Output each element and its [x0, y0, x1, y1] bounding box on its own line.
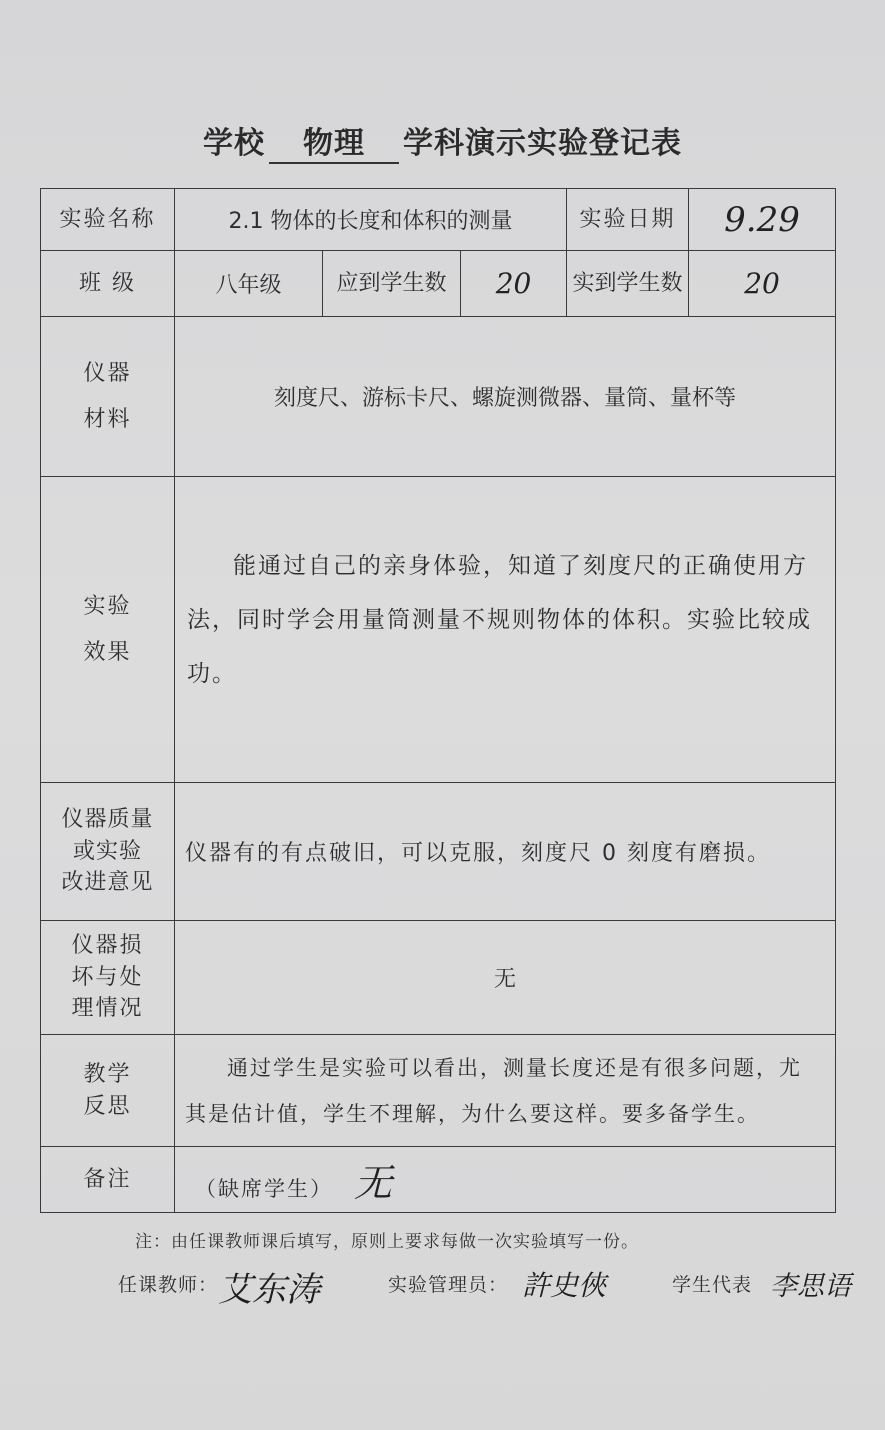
student-rep-label: 学生代表	[672, 1274, 753, 1296]
label-effect	[41, 477, 175, 783]
value-reflection: 通过学生是实验可以看出，测量长度还是有很多问题，尤其是估计值，学生不理解，为什么要这样。要多备学生。	[185, 1055, 802, 1126]
label-reflection-1: 教学	[83, 1061, 132, 1087]
admin-signature: 許史俠	[522, 1269, 607, 1302]
label-damage-2: 坏与处	[71, 964, 144, 990]
value-class: 八年级	[175, 251, 323, 317]
student-rep-signature: 李思语	[770, 1271, 851, 1302]
title-suffix: 学科演示实验登记表	[403, 126, 682, 161]
label-expected-students: 应到学生数	[323, 251, 461, 317]
label-quality	[41, 783, 175, 921]
row-reflection	[41, 1035, 836, 1147]
label-actual-students: 实到学生数	[567, 251, 689, 317]
title-prefix: 学校	[203, 126, 265, 161]
value-instruments: 刻度尺、游标卡尺、螺旋测微器、量筒、量杯等	[175, 317, 836, 477]
registration-table	[40, 188, 836, 1213]
label-experiment-date: 实验日期	[567, 189, 689, 251]
label-instruments-1: 仪器	[83, 360, 132, 386]
label-experiment-name: 实验名称	[41, 189, 175, 251]
value-experiment-name: 2.1 物体的长度和体积的测量	[175, 189, 567, 251]
row-effect	[41, 477, 836, 783]
label-quality-2: 或实验	[72, 838, 142, 864]
label-quality-1: 仪器质量	[61, 806, 154, 832]
value-effect: 能通过自己的亲身体验，知道了刻度尺的正确使用方法，同时学会用量筒测量不规则物体的体积。实验比较成功。	[187, 552, 812, 687]
label-instruments-2: 材料	[83, 406, 132, 432]
handwritten-date: 9.29	[724, 199, 800, 240]
label-damage-3: 理情况	[71, 996, 144, 1022]
value-effect-cell	[175, 477, 836, 783]
row-remarks	[41, 1147, 836, 1213]
label-effect-2: 效果	[83, 639, 132, 665]
label-remarks: 备注	[41, 1147, 175, 1213]
form-title	[0, 118, 885, 164]
value-damage: 无	[175, 921, 836, 1035]
row-quality	[41, 783, 836, 921]
label-damage	[41, 921, 175, 1035]
label-reflection-2: 反思	[83, 1093, 132, 1119]
value-experiment-date	[689, 189, 836, 251]
label-damage-1: 仪器损	[71, 932, 144, 958]
teacher-label: 任课教师：	[118, 1274, 219, 1296]
label-quality-3: 改进意见	[61, 870, 154, 896]
row-experiment-name	[41, 189, 836, 251]
value-actual-students	[689, 251, 836, 317]
row-class	[41, 251, 836, 317]
value-quality: 仪器有的有点破旧，可以克服，刻度尺 0 刻度有磨损。	[185, 841, 771, 866]
handwritten-expected: 20	[495, 267, 532, 300]
label-instruments	[41, 317, 175, 477]
remarks-handwritten: 无	[354, 1161, 393, 1205]
row-damage	[41, 921, 836, 1035]
remarks-prefix: （缺席学生）	[195, 1177, 333, 1201]
handwritten-actual: 20	[744, 267, 780, 300]
row-instruments	[41, 317, 836, 477]
value-quality-cell	[175, 783, 836, 921]
value-expected-students	[461, 251, 567, 317]
subject-field: 物理	[269, 118, 399, 164]
label-reflection	[41, 1035, 175, 1147]
label-effect-1: 实验	[83, 593, 132, 619]
signature-row	[0, 1262, 885, 1332]
value-remarks	[175, 1147, 836, 1213]
value-reflection-cell	[175, 1035, 836, 1147]
teacher-signature: 艾东涛	[218, 1270, 320, 1310]
admin-label: 实验管理员：	[388, 1274, 509, 1296]
label-class: 班 级	[41, 251, 175, 317]
footnote: 注：由任课教师课后填写，原则上要求每做一次实验填写一份。	[135, 1232, 639, 1252]
